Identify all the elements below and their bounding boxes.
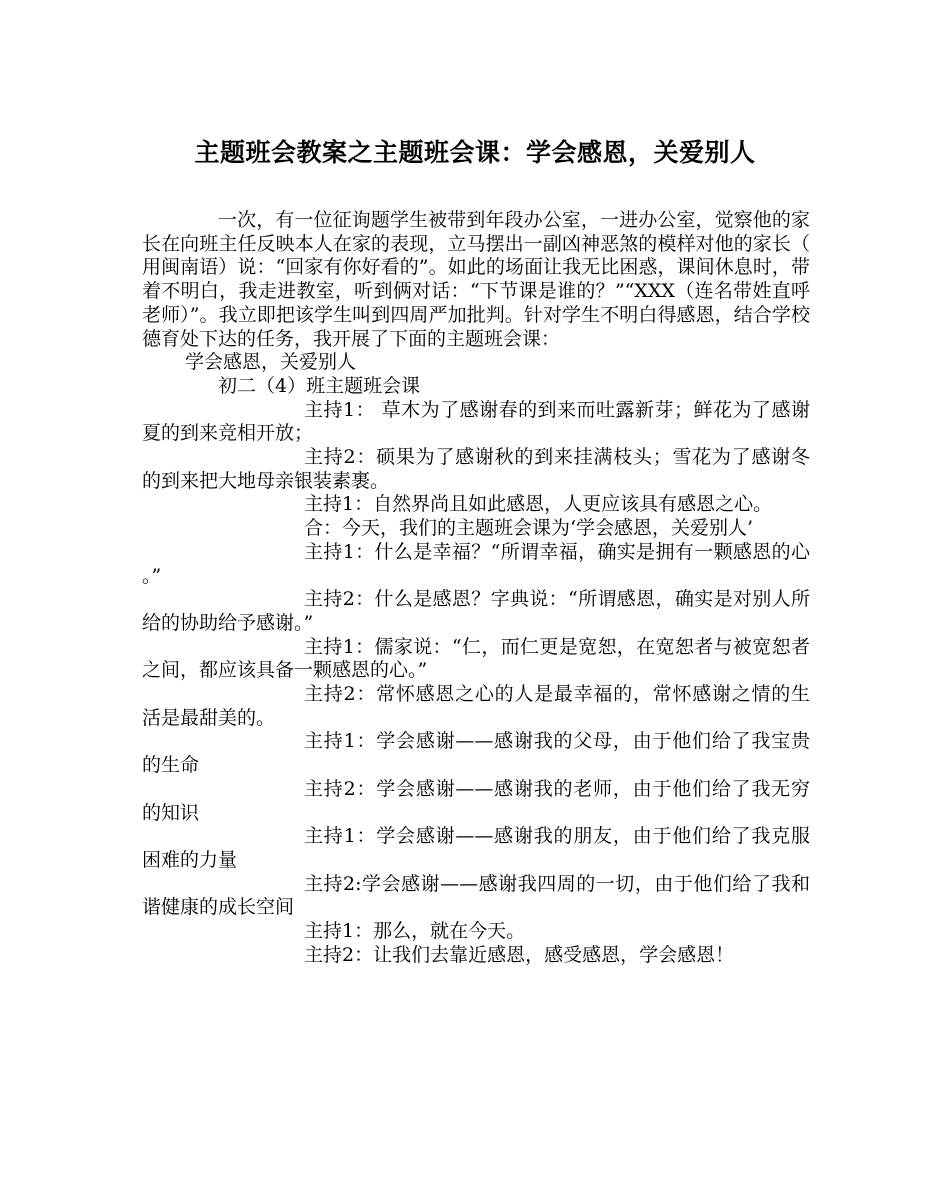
- script-line-14: 主持2：让我们去靠近感恩，感受感恩，学会感恩！: [304, 943, 735, 966]
- script-line-3: 主持1：自然界尚且如此感恩，人更应该具有感恩之心。: [304, 493, 773, 516]
- document-title: 主题班会教案之主题班会课：学会感恩，关爱别人: [194, 138, 756, 167]
- script-line-1: 主持1： 草木为了感谢春的到来而吐露新芽；鲜花为了感谢夏的到来竞相开放；: [142, 398, 810, 445]
- script-line-8: 主持2：常怀感恩之心的人是最幸福的，常怀感谢之情的生活是最甜美的。: [142, 683, 810, 729]
- document-body: [142, 209, 810, 968]
- intro-paragraph: 一次，有一位征询题学生被带到年段办公室，一进办公室，觉察他的家长在向班主任反映本人在家的表现，立马摆出一副凶神恶煞的模样对他的家长（用闽南语）说：“回家有你好看的”。如此的场面让我无比困惑，课间休息时，带着不明白，我走进教室，听到俩对话：“下节课是谁的？”“XXX（连名带姓直呼老师）”。我立即把该学生叫到四周严加批判。针对学生不明白得感恩，结合学校德育处下达的任务，我开展了下面的主题班会课：: [142, 209, 810, 350]
- script-line-2: 主持2：硕果为了感谢秋的到来挂满枝头；雪花为了感谢冬的到来把大地母亲银装素裹。: [142, 446, 810, 492]
- lesson-title-line: 学会感恩，关爱别人: [185, 351, 357, 374]
- script-line-10: 主持2：学会感谢——感谢我的老师，由于他们给了我无穷的知识: [142, 777, 810, 824]
- script-line-13: 主持1：那么，就在今天。: [304, 920, 526, 943]
- script-line-4: 合：今天，我们的主题班会课为‘学会感恩，关爱别人’: [304, 517, 754, 540]
- script-line-5: 主持1：什么是幸福？“所谓幸福，确实是拥有一颗感恩的心。”: [142, 540, 810, 587]
- script-line-9: 主持1：学会感谢——感谢我的父母，由于他们给了我宝贵的生命: [142, 730, 810, 777]
- script-line-12: 主持2:学会感谢——感谢我四周的一切，由于他们给了我和谐健康的成长空间: [142, 872, 810, 919]
- class-line: 初二（4）班主题班会课: [218, 374, 421, 397]
- script-line-11: 主持1：学会感谢——感谢我的朋友，由于他们给了我克服困难的力量: [142, 825, 810, 871]
- script-line-7: 主持1：儒家说：“仁，而仁更是宽恕，在宽恕者与被宽恕者之间，都应该具备一颗感恩的心。”: [142, 635, 810, 682]
- script-line-6: 主持2：什么是感恩？字典说：“所谓感恩，确实是对别人所给的协助给予感谢。”: [142, 588, 810, 634]
